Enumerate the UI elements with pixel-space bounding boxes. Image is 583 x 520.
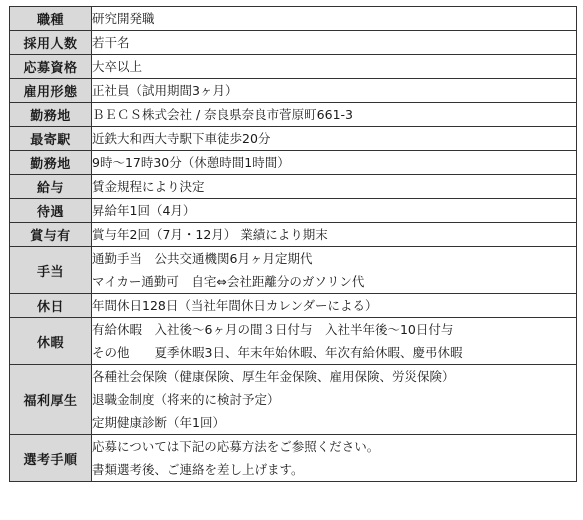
job-listing-table xyxy=(9,6,577,482)
row-value xyxy=(92,294,577,318)
value-line: 定期健康診断（年1回） xyxy=(92,415,225,430)
row-label: 給与 xyxy=(10,175,92,199)
row-value xyxy=(92,247,577,294)
row-label: 選考手順 xyxy=(10,435,92,482)
row-label: 福利厚生 xyxy=(10,365,92,435)
value-line: 研究開発職 xyxy=(92,11,155,26)
value-line: 昇給年1回（4月） xyxy=(92,203,196,218)
row-label: 採用人数 xyxy=(10,31,92,55)
row-value xyxy=(92,365,577,435)
value-line: 通勤手当 公共交通機関6月ヶ月定期代 xyxy=(92,251,313,266)
row-nearest-station xyxy=(10,127,577,151)
row-label: 雇用形態 xyxy=(10,79,92,103)
row-treatment xyxy=(10,199,577,223)
value-line: 近鉄大和西大寺駅下車徒歩20分 xyxy=(92,131,271,146)
value-line: 9時～17時30分（休憩時間1時間） xyxy=(92,155,290,170)
row-value xyxy=(92,175,577,199)
row-allowances xyxy=(10,247,577,294)
value-line: ＢＥＣＳ株式会社 / 奈良県奈良市菅原町661-3 xyxy=(92,107,353,122)
row-label: 応募資格 xyxy=(10,55,92,79)
row-value xyxy=(92,127,577,151)
row-value xyxy=(92,79,577,103)
row-label: 休日 xyxy=(10,294,92,318)
row-occupation xyxy=(10,7,577,31)
row-label: 勤務地 xyxy=(10,103,92,127)
value-line: マイカー通勤可 自宅⇔会社距離分のガソリン代 xyxy=(92,274,365,289)
row-value xyxy=(92,55,577,79)
row-value xyxy=(92,318,577,365)
row-value xyxy=(92,223,577,247)
row-label: 勤務地 xyxy=(10,151,92,175)
row-label: 手当 xyxy=(10,247,92,294)
value-line: 有給休暇 入社後～6ヶ月の間３日付与 入社半年後～10日付与 xyxy=(92,322,454,337)
row-qualification xyxy=(10,55,577,79)
row-welfare xyxy=(10,365,577,435)
value-line: 書類選考後、ご連絡を差し上げます。 xyxy=(92,462,304,477)
row-working-hours xyxy=(10,151,577,175)
value-line: 若干名 xyxy=(92,35,130,50)
value-line: その他 夏季休暇3日、年末年始休暇、年次有給休暇、慶弔休暇 xyxy=(92,345,463,360)
value-line: 各種社会保険（健康保険、厚生年金保険、雇用保険、労災保険） xyxy=(92,369,455,384)
row-label: 賞与有 xyxy=(10,223,92,247)
row-label: 職種 xyxy=(10,7,92,31)
row-value xyxy=(92,103,577,127)
row-salary xyxy=(10,175,577,199)
row-value xyxy=(92,31,577,55)
row-value xyxy=(92,151,577,175)
value-line: 賞与年2回（7月・12月） 業績により期末 xyxy=(92,227,328,242)
row-label: 最寄駅 xyxy=(10,127,92,151)
row-value xyxy=(92,435,577,482)
row-value xyxy=(92,7,577,31)
row-leave xyxy=(10,318,577,365)
row-label: 休暇 xyxy=(10,318,92,365)
row-selection-process xyxy=(10,435,577,482)
row-label: 待遇 xyxy=(10,199,92,223)
row-holidays xyxy=(10,294,577,318)
row-work-location xyxy=(10,103,577,127)
value-line: 応募については下記の応募方法をご参照ください。 xyxy=(92,439,380,454)
row-bonus xyxy=(10,223,577,247)
row-value xyxy=(92,199,577,223)
value-line: 退職金制度（将来的に検討予定） xyxy=(92,392,280,407)
row-employment-type xyxy=(10,79,577,103)
value-line: 大卒以上 xyxy=(92,59,143,74)
value-line: 年間休日128日（当社年間休日カレンダーによる） xyxy=(92,298,378,313)
value-line: 賃金規程により決定 xyxy=(92,179,205,194)
row-headcount xyxy=(10,31,577,55)
value-line: 正社員（試用期間3ヶ月） xyxy=(92,83,238,98)
